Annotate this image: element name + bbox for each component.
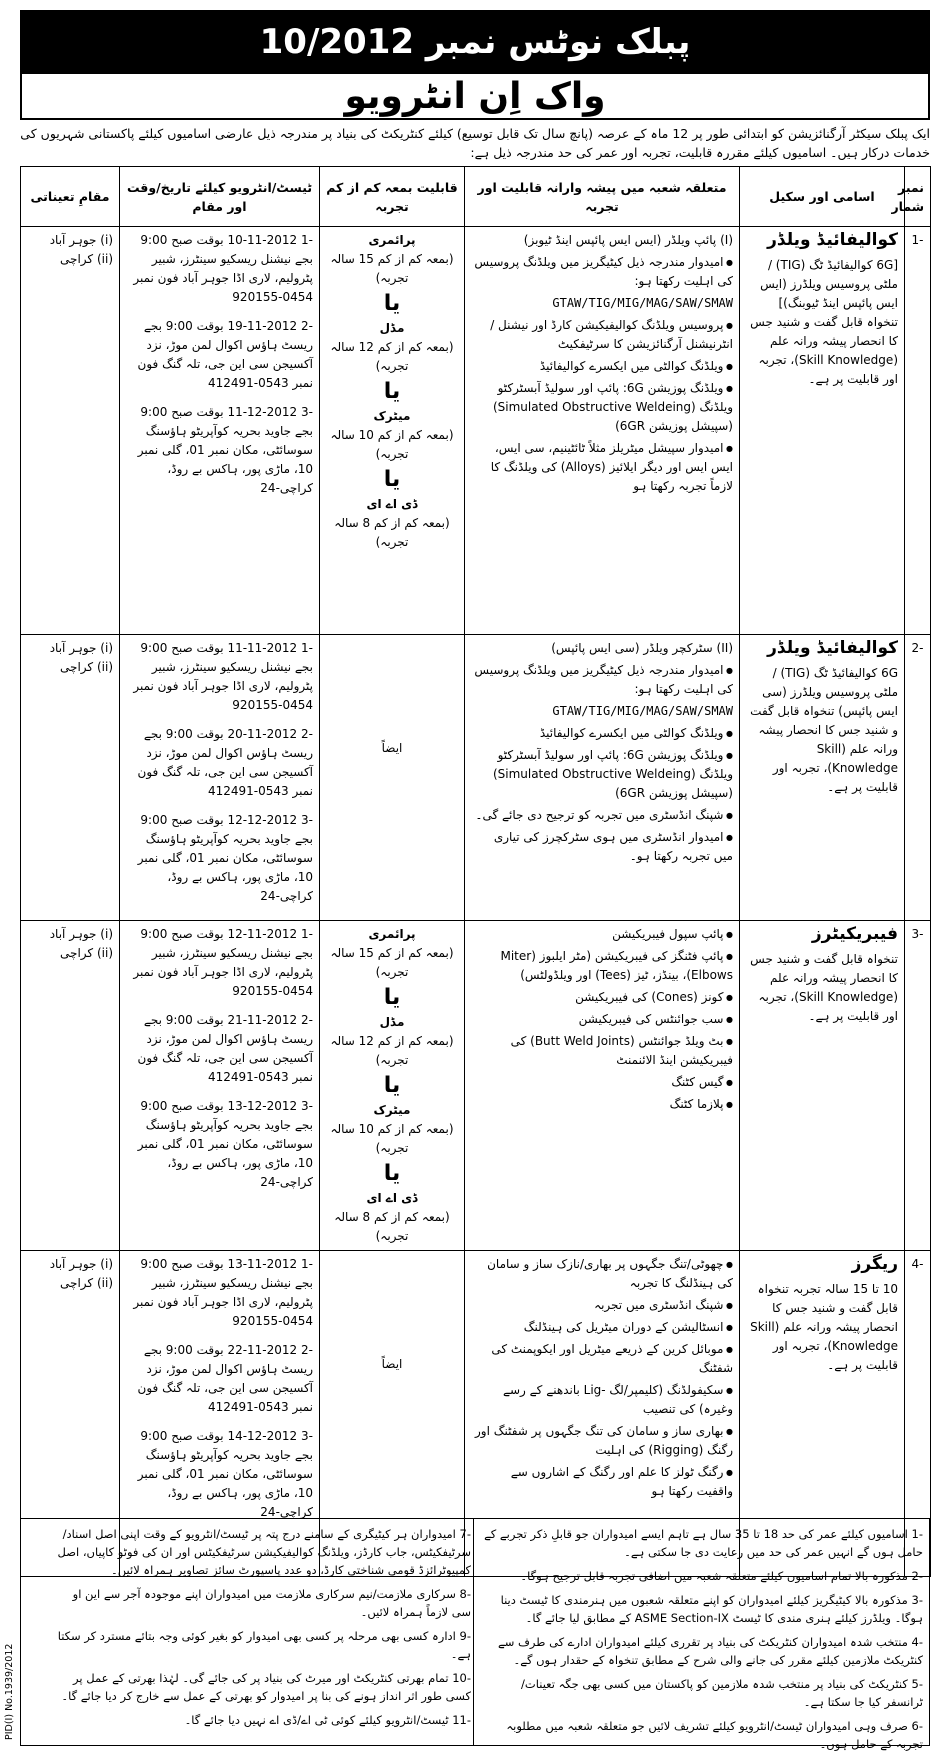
qual-cell [465,635,740,921]
table-row [21,227,931,635]
qual-head: (I) پائپ ویلڈر (ایس ایس پائپس اینڈ ٹیوبز) [523,233,733,247]
qual-item: ● انسٹالیشن کے دوران میٹریل کی ہینڈلنگ [471,1318,733,1337]
notice-title: پبلک نوٹس نمبر 10/2012 [20,10,930,74]
or-label: یا [383,467,401,492]
qual-item: ● شپنگ انڈسٹری میں تجربہ [471,1296,733,1315]
post-cell [740,227,905,635]
test-cell [120,227,320,635]
place-item: (i) جوہر آباد [49,641,113,655]
qual-item: ● شپنگ انڈسٹری میں تجربہ کو ترجیح دی جائے گی۔ [471,806,733,825]
min-exp: (بمعہ کم از کم 8 سالہ تجربہ) [334,1210,450,1243]
qual-item: ● ویلڈنگ پوزیشن 6G: پائپ اور سولیڈ آبسٹرکٹو ویلڈنگ (Simulated Obstructive Weldeing) (سپیشل پوزیشن 6GR) [471,746,733,803]
qual-item: ● موبائل کرین کے ذریعے میٹریل اور ایکوپمنٹ کی شفٹنگ [471,1340,733,1378]
qual-item: ● امیدوار مندرجہ ذیل کیٹیگریز میں ویلڈنگ پروسیس کی اہلیت رکھتا ہو: [471,253,733,291]
qual-item: ● کونز (Cones) کی فیبریکیشن [471,988,733,1007]
test-cell [120,921,320,1251]
qual-item: ● سب جوائنٹس کی فیبریکیشن [471,1010,733,1029]
post-name: کوالیفائیڈ ویلڈر [767,230,898,250]
qual-item: ● پروسیس ویلڈنگ کوالیفیکیشن کارڈ اور نیشنل / انٹرنیشنل آرگنائزیشن کا سرٹیفکیٹ [471,316,733,354]
term-item: -3 مذکورہ بالا کیٹیگریز کیلئے امیدواران کو اپنے متعلقہ شعبوں میں ہنرمندی کا ٹیسٹ دینا ہوگا۔ ویلڈرز کیلئے ہنری مندی کا ٹیسٹ ASME Section-IX کے مطابق لیا جائے گا۔ [500,1593,923,1625]
post-desc: 6G کوالیفائیڈ ٹگ (TIG) / ملٹی پروسیس ویلڈرز (سی ایس پائپس) تنخواہ قابل گفت و شنید جس کا انحصار پیشہ ورانہ علم (Skill Knowledge)، تجربہ اور قابلیت پر ہے۔ [750,666,898,794]
min-exp: (بمعہ کم از کم 12 سالہ تجربہ) [330,340,454,373]
notice-subtitle: واک اِن انٹرویو [20,74,930,120]
qual-codes: GTAW/TIG/MIG/MAG/SAW/SMAW [552,704,733,718]
qual-item: ● امیدوار انڈسٹری میں ہوی سٹرکچرز کی تیاری میں تجربہ رکھتا ہو۔ [471,828,733,866]
terms-right [483,1525,923,1759]
test-schedule: -3 13-12-2012 بوقت صبح 9:00 بجے جاوید بحریہ کوآپریٹو ہاؤسنگ سوسائٹی، مکان نمبر 01، گلی نمبر 10، ماڑی پور، ہاکس بے روڈ، کراچی-24 [137,1099,313,1189]
terms-section [20,1518,930,1751]
or-label: یا [383,291,401,316]
place-item: (ii) کراچی [60,1276,113,1290]
test-schedule: -2 21-11-2012 بوقت 9:00 بجے ریسٹ ہاؤس اکوال لمن موڑ، نزد آکسیجن سی این جی، تلہ گنگ فون نمبر 0543-412491 [137,1013,313,1084]
qual-item: ● پلازما کٹنگ [471,1095,733,1114]
min-exp: (بمعہ کم از کم 12 سالہ تجربہ) [330,1034,454,1067]
term-item: -1 اسامیوں کیلئے عمر کی حد 18 تا 35 سال ہے تاہم ایسے امیدواران جو قابلِ ذکر تجربے کے حامل ہوں گے انہیں عمر کی حد میں رعایت دی جا سکتی ہے۔ [484,1527,923,1559]
col-test: ٹیسٹ/انٹرویو کیلئے تاریخ/وقت اور مقام [120,167,320,227]
term-item: -2 مذکورہ بالا تمام اسامیوں کیلئے متعلقہ شعبہ میں اضافی تجربہ قابل ترجیح ہوگا۔ [520,1569,923,1583]
min-exp: (بمعہ کم از کم 8 سالہ تجربہ) [334,516,450,549]
row-number: -1 [905,227,931,635]
post-desc: [6G کوالیفائیڈ ٹگ (TIG) / ملٹی پروسیس ویلڈرز (ایس ایس پائپس اینڈ ٹیوبنگ)] تنخواہ قابل گفت و شنید جس کا انحصار پیشہ ورانہ علم (Skill Knowledge)، تجربہ اور قابلیت پر ہے۔ [750,258,898,386]
min-level: پرائمری [368,233,416,247]
min-exp: (بمعہ کم از کم 10 سالہ تجربہ) [330,1122,454,1155]
test-schedule: -2 22-11-2012 بوقت 9:00 بجے ریسٹ ہاؤس اکوال لمن موڑ، نزد آکسیجن سی این جی، تلہ گنگ فون نمبر 0543-412491 [137,1343,313,1414]
min-cell [320,227,465,635]
test-schedule: -1 11-11-2012 بوقت صبح 9:00 بجے نیشنل ریسکیو سینٹرز، شبیر پٹرولیم، لاری اڈا جوہر آباد فون نمبر 0454-920155 [133,641,313,712]
test-schedule: -3 12-12-2012 بوقت صبح 9:00 بجے جاوید بحریہ کوآپریٹو ہاؤسنگ سوسائٹی، مکان نمبر 01، گلی نمبر 10، ماڑی پور، ہاکس بے روڈ، کراچی-24 [137,813,313,903]
qual-item: ● ویلڈنگ کوالٹی میں ایکسرے کوالیفائیڈ [471,357,733,376]
ibid-label: ایضاً [381,741,403,755]
test-cell [120,635,320,921]
qual-item: ● پائپ فٹنگز کی فیبریکیشن (مٹر ایلبوز (Miter Elbows)، بینڈز، ٹیز (Tees) اور ویلڈولٹس) [471,947,733,985]
post-name: کوالیفائیڈ ویلڈر [767,638,898,658]
qual-head: (II) سٹرکچر ویلڈر (سی ایس پائپس) [551,641,733,655]
row-number: -4 [905,1251,931,1577]
min-cell [320,635,465,921]
intro-text: ایک پبلک سیکٹر آرگنائزیشن کو ابتدائی طور پر 12 ماہ کے عرصہ (پانچ سال تک قابل توسیع) کیلئے کنٹریکٹ کی بنیاد پر مندرجہ ذیل عارضی اسامیوں کیلئے پاکستانی شہریوں کی خدمات درکار ہیں۔ اسامیوں کیلئے مقررہ قابلیت، تجربہ اور عمر کی حد مندرجہ ذیل ہے: [20,126,930,160]
place-item: (i) جوہر آباد [49,233,113,247]
qual-codes: GTAW/TIG/MIG/MAG/SAW/SMAW [552,296,733,310]
place-cell [21,635,120,921]
post-name: فیبریکیٹرز [811,924,898,944]
vacancy-table [20,166,931,1577]
test-schedule: -1 13-11-2012 بوقت صبح 9:00 بجے نیشنل ریسکیو سینٹرز، شبیر پٹرولیم، لاری اڈا جوہر آباد فون نمبر 0454-920155 [133,1257,313,1328]
test-schedule: -2 19-11-2012 بوقت 9:00 بجے ریسٹ ہاؤس اکوال لمن موڑ، نزد آکسیجن سی این جی، تلہ گنگ فون نمبر 0543-412491 [137,319,313,390]
qual-item: ● امیدوار مندرجہ ذیل کیٹیگریز میں ویلڈنگ پروسیس کی اہلیت رکھتا ہو: [471,661,733,699]
or-label: یا [383,985,401,1010]
term-item: -8 سرکاری ملازمت/نیم سرکاری ملازمت میں امیدواران اپنے موجودہ آجر سے این او سی لازماً ہمراہ لائیں۔ [72,1587,471,1619]
qual-item: ● ویلڈنگ کوالٹی میں ایکسرے کوالیفائیڈ [471,724,733,743]
or-label: یا [383,1073,401,1098]
row-number: -3 [905,921,931,1251]
min-exp: (بمعہ کم از کم 10 سالہ تجربہ) [330,428,454,461]
min-level: میٹرک [373,409,411,423]
post-desc: 10 تا 15 سالہ تجربہ تنخواہ قابل گفت و شنید جس کا انحصار پیشہ ورانہ علم (Skill Knowledge)، تجربہ اور قابلیت پر ہے۔ [750,1282,898,1372]
or-label: یا [383,1161,401,1186]
test-schedule: -1 10-11-2012 بوقت صبح 9:00 بجے نیشنل ریسکیو سینٹرز، شبیر پٹرولیم، لاری اڈا جوہر آباد فون نمبر 0454-920155 [133,233,313,304]
term-item: -6 صرف وہی امیدواران ٹیسٹ/انٹرویو کیلئے تشریف لائیں جو متعلقہ شعبہ میں مطلوبہ تجربہ کے حامل ہوں۔ [506,1719,923,1751]
test-schedule: -2 20-11-2012 بوقت 9:00 بجے ریسٹ ہاؤس اکوال لمن موڑ، نزد آکسیجن سی این جی، تلہ گنگ فون نمبر 0543-412491 [137,727,313,798]
term-item: -10 تمام بھرتی کنٹریکٹ اور میرٹ کی بنیاد پر کی جائے گی۔ لہٰذا بھرتی کے عمل پر کسی طور اثر انداز ہونے کی بنا پر امیدوار کو بھرتی کے عمل سے خارج کر دیا جائے گا۔ [61,1671,471,1703]
qual-item: ● امیدوار سپیشل میٹریلز مثلاً ٹائٹینیم، سی ایس، ایس ایس اور دیگر ایلائیز (Alloys) کی ویلڈنگ کا لازماً تجربہ رکھتا ہو [471,439,733,496]
min-level: پرائمری [368,927,416,941]
col-no: نمبر شمار [905,167,931,227]
min-level: میٹرک [373,1103,411,1117]
min-level: ڈی اے ای [366,497,418,511]
test-schedule: -3 14-12-2012 بوقت صبح 9:00 بجے جاوید بحریہ کوآپریٹو ہاؤسنگ سوسائٹی، مکان نمبر 01، گلی نمبر 10، ماڑی پور، ہاکس بے روڈ، کراچی-24 [137,1429,313,1519]
terms-divider [473,1519,474,1745]
min-level: ڈی اے ای [366,1191,418,1205]
min-level: مڈل [379,1015,405,1029]
place-item: (ii) کراچی [60,660,113,674]
qual-item: ● چھوٹی/تنگ جگہوں پر بھاری/نازک ساز و سامان کی ہینڈلنگ کا تجربہ [471,1255,733,1293]
col-min: قابلیت بمعہ کم از کم تجربہ [320,167,465,227]
term-item: -4 منتخب شدہ امیدواران کنٹریکٹ کی بنیاد پر تقرری کیلئے امیدواران ادارے کی طرف سے کنٹریکٹ ملازمین کیلئے مقرر کی جانے والی شرح کے مطابق تنخواہ کے حقدار ہوں گے۔ [497,1635,923,1667]
min-level: مڈل [379,321,405,335]
qual-cell [465,227,740,635]
row-number: -2 [905,635,931,921]
qual-item: ● ویلڈنگ پوزیشن 6G: پائپ اور سولیڈ آبسٹرکٹو ویلڈنگ (Simulated Obstructive Weldeing) (سپیشل پوزیشن 6GR) [471,379,733,436]
place-item: (ii) کراچی [60,946,113,960]
post-cell [740,921,905,1251]
post-desc: تنخواہ قابل گفت و شنید جس کا انحصار پیشہ ورانہ علم (Skill Knowledge)، تجربہ اور قابلیت پر ہے۔ [750,952,898,1023]
pid-number: PID(I) No.1939/2012 [4,1643,15,1740]
place-cell [21,227,120,635]
term-item: -7 امیدواران ہر کیٹیگری کے سامنے درج پتہ پر ٹیسٹ/انٹرویو کے وقت اپنی اصل اسناد/سرٹیفکیٹس، جاب کارڈز، ویلڈنگ کوالیفیکیشن سرٹیفکیٹس اور ان کی فوٹو کاپیاں، اصل کمپیوٹرائزڈ قومی شناختی کارڈ، دو عدد پاسپورٹ سائز تصاویر ہمراہ لائیں۔ [57,1527,471,1577]
place-item: (i) جوہر آباد [49,1257,113,1271]
qual-item: ● بٹ ویلڈ جوائنٹس (Butt Weld Joints) کی فیبریکیشن اینڈ الائنمنٹ [471,1032,733,1070]
terms-left [51,1525,471,1735]
qual-cell [465,921,740,1251]
test-schedule: -3 11-12-2012 بوقت صبح 9:00 بجے جاوید بحریہ کوآپریٹو ہاؤسنگ سوسائٹی، مکان نمبر 01، گلی نمبر 10، ماڑی پور، ہاکس بے روڈ، کراچی-24 [137,405,313,495]
ibid-label: ایضاً [381,1357,403,1371]
qual-item: ● بھاری ساز و سامان کی تنگ جگہوں پر شفٹنگ اور رگنگ (Rigging) کی اہلیت [471,1422,733,1460]
test-schedule: -1 12-11-2012 بوقت صبح 9:00 بجے نیشنل ریسکیو سینٹرز، شبیر پٹرولیم، لاری اڈا جوہر آباد فون نمبر 0454-920155 [133,927,313,998]
col-name: اسامی اور سکیل [740,167,905,227]
table-header [21,167,931,227]
post-cell [740,635,905,921]
qual-item: ● پائپ سپول فیبریکیشن [471,925,733,944]
col-place: مقامِ تعیناتی [21,167,120,227]
term-item: -5 کنٹریکٹ کی بنیاد پر منتخب شدہ ملازمین کو پاکستان میں کسی بھی جگہ تعینات/ٹرانسفر کیا جا سکتا ہے۔ [521,1677,923,1709]
or-label: یا [383,379,401,404]
place-cell [21,921,120,1251]
post-name: ریگرز [851,1254,898,1274]
place-item: (ii) کراچی [60,252,113,266]
min-exp: (بمعہ کم از کم 15 سالہ تجربہ) [330,946,454,979]
term-item: -9 ادارہ کسی بھی مرحلہ پر کسی بھی امیدوار کو بغیر کوئی وجہ بتائے مسترد کر سکتا ہے۔ [57,1629,471,1661]
place-item: (i) جوہر آباد [49,927,113,941]
qual-item: ● سکیفولڈنگ (کلیمپر/لگ -Lig باندھنے کے رسے وغیرہ) کی تنصیب [471,1381,733,1419]
min-exp: (بمعہ کم از کم 15 سالہ تجربہ) [330,252,454,285]
table-row [21,635,931,921]
min-cell [320,921,465,1251]
table-row [21,921,931,1251]
qual-item: ● گیس کٹنگ [471,1073,733,1092]
col-qual: متعلقہ شعبہ میں پیشہ وارانہ قابلیت اور تجربہ [465,167,740,227]
qual-item: ● رگنگ ٹولز کا علم اور رگنگ کے اشاروں سے واقفیت رکھتا ہو [471,1463,733,1501]
term-item: -11 ٹیسٹ/انٹرویو کیلئے کوئی ٹی اے/ڈی اے نہیں دیا جائے گا۔ [184,1713,471,1727]
